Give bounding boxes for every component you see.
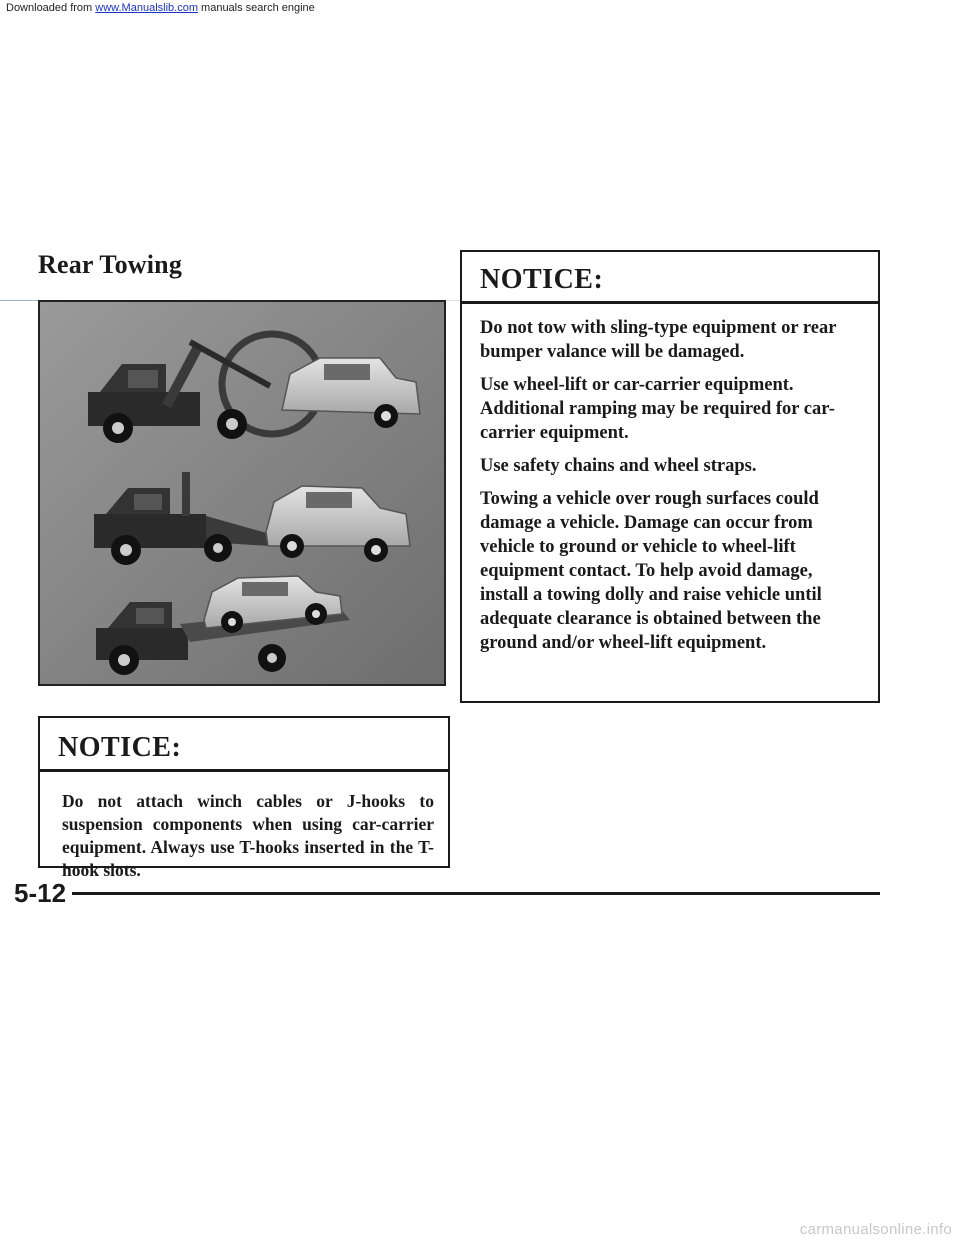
notice-heading: NOTICE: [40,718,448,772]
notice-body [462,304,878,655]
notice-paragraph: Use safety chains and wheel straps. [480,456,757,476]
bottom-divider [72,892,880,895]
tow-trucks-illustration-icon [40,302,444,684]
banner-prefix: Downloaded from [6,2,96,14]
notice-box-towing-equipment [460,250,880,703]
towing-figure [38,300,446,686]
notice-heading: NOTICE: [462,252,878,304]
section-title: Rear Towing [38,250,183,279]
download-banner [6,2,315,14]
notice-paragraph: Use wheel-lift or car-carrier equipment. Additional ramping may be required for car-carrier equipment. [480,375,835,443]
manualslib-link[interactable]: www.Manualslib.com [95,2,198,14]
watermark: carmanualsonline.info [799,1221,952,1238]
notice-paragraph: Do not tow with sling-type equipment or rear bumper valance will be damaged. [480,318,837,362]
notice-box-winch-cables [38,716,450,880]
notice-body [40,772,448,882]
page-number: 5-12 [14,878,67,908]
notice-paragraph: Towing a vehicle over rough surfaces could damage a vehicle. Damage can occur from vehicle to ground or vehicle to wheel-lift equipment contact. To help avoid damage, install a towing dolly and raise vehicle until adequate clearance is obtained between the ground and/or wheel-lift equipment. [480,489,822,653]
notice-paragraph: Do not attach winch cables or J-hooks to suspension components when using car-carrier equipment. Always use T-hooks inserted in the T-hook slots. [62,791,434,880]
banner-suffix: manuals search engine [197,2,315,14]
